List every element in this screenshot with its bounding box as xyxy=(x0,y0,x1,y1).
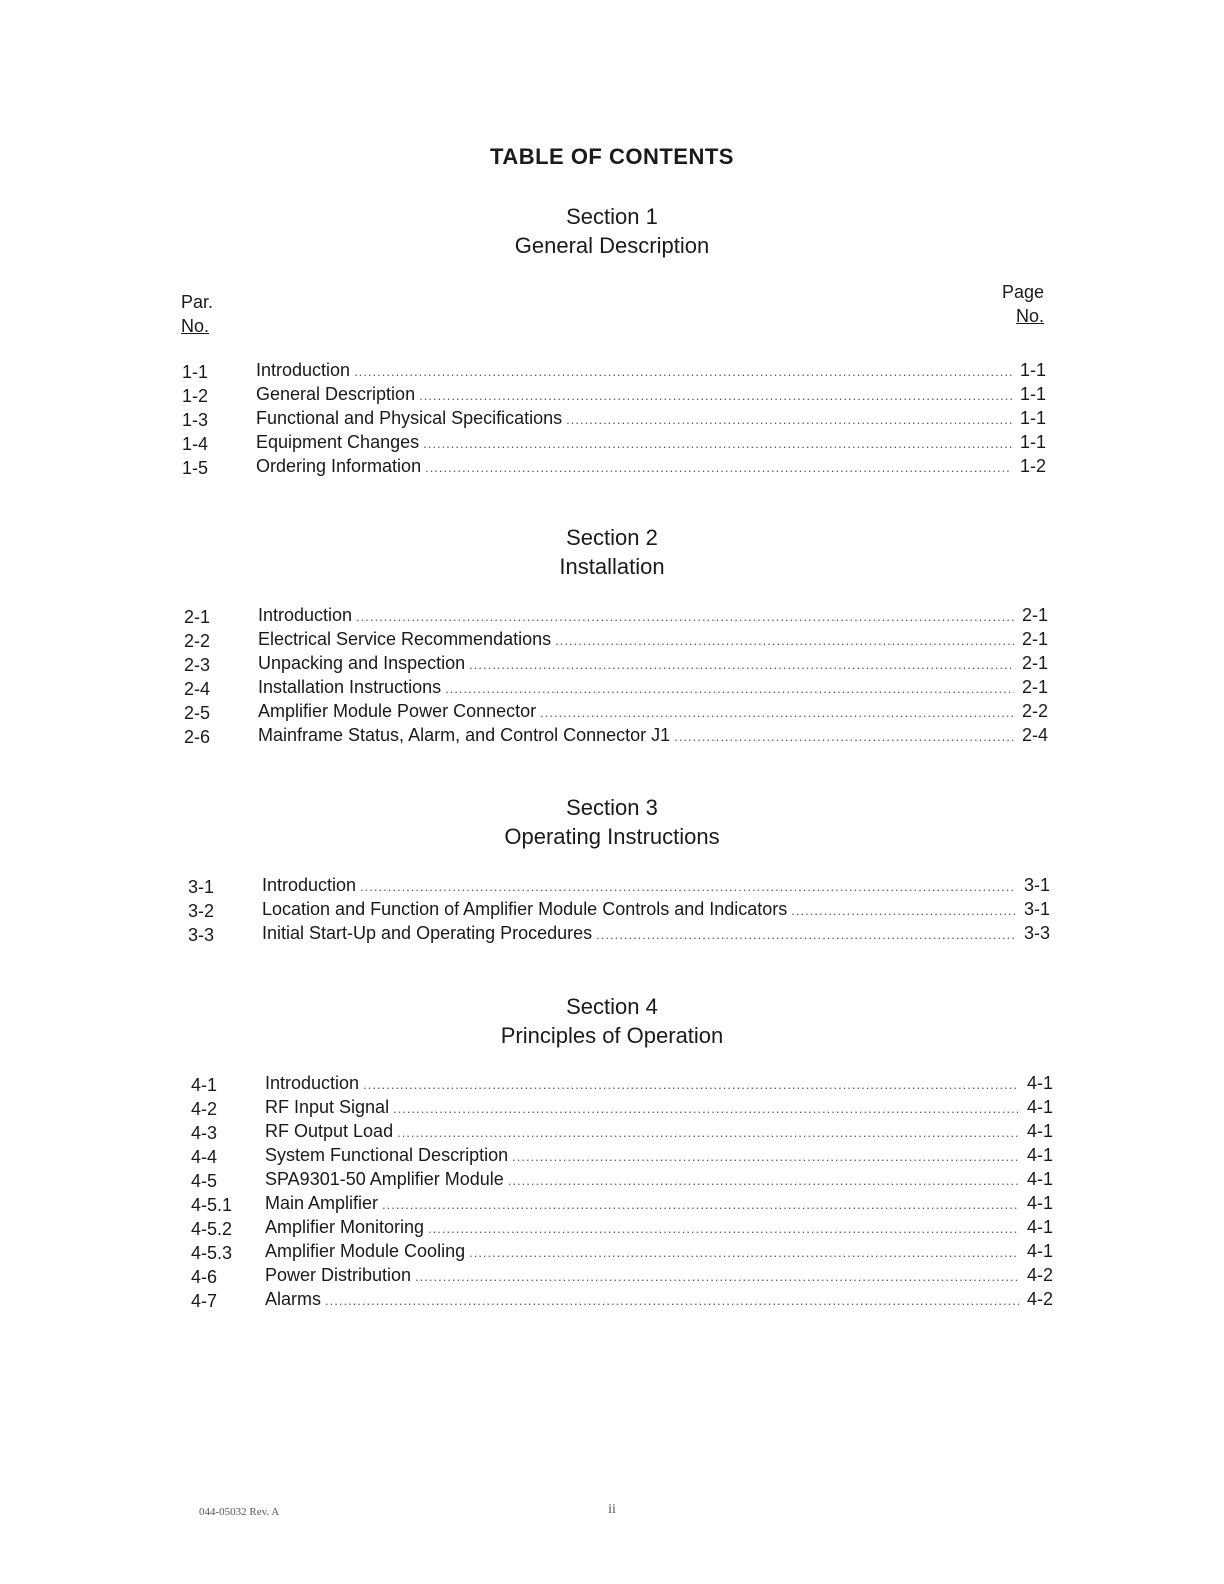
entry-par: 4-4 xyxy=(191,1147,218,1167)
entry-par: 4-5.1 xyxy=(191,1195,233,1215)
leader-dots xyxy=(674,729,1014,744)
leader-dots xyxy=(393,1101,1019,1116)
entry-title: Ordering Information xyxy=(256,456,422,476)
entry-title: Introduction xyxy=(262,875,357,895)
toc-entry[interactable] xyxy=(191,1097,1053,1121)
leader-dots xyxy=(382,1197,1019,1212)
entry-par: 4-3 xyxy=(191,1123,218,1143)
toc-entry[interactable] xyxy=(191,1169,1053,1193)
entry-title: Alarms xyxy=(265,1289,322,1309)
leader-dots xyxy=(469,1245,1019,1260)
section-1-heading xyxy=(0,202,1224,260)
entry-page: 1-1 xyxy=(1019,408,1046,428)
entry-par: 1-5 xyxy=(182,458,209,478)
leader-dots xyxy=(425,460,1012,475)
page-column-header xyxy=(990,280,1044,328)
toc-entry[interactable] xyxy=(191,1217,1053,1241)
toc-entry[interactable] xyxy=(184,629,1048,653)
entry-page: 1-1 xyxy=(1019,432,1046,452)
toc-entry[interactable] xyxy=(184,701,1048,725)
entry-par: 2-4 xyxy=(184,679,211,699)
entry-title: Introduction xyxy=(258,605,353,625)
entry-par: 4-5 xyxy=(191,1171,218,1191)
entry-par: 4-1 xyxy=(191,1075,218,1095)
entry-page: 4-1 xyxy=(1026,1169,1053,1189)
entry-page: 4-1 xyxy=(1026,1121,1053,1141)
toc-entry[interactable] xyxy=(191,1241,1053,1265)
leader-dots xyxy=(540,705,1014,720)
entry-page: 2-2 xyxy=(1021,701,1048,721)
entry-page: 2-1 xyxy=(1021,653,1048,673)
toc-entry[interactable] xyxy=(188,875,1050,899)
entry-par: 3-3 xyxy=(188,925,215,945)
entry-page: 4-2 xyxy=(1026,1265,1053,1285)
leader-dots xyxy=(508,1173,1019,1188)
entry-page: 4-1 xyxy=(1026,1217,1053,1237)
entry-title: General Description xyxy=(256,384,416,404)
entry-par: 1-1 xyxy=(182,362,209,382)
toc-entry[interactable] xyxy=(191,1121,1053,1145)
par-column-header xyxy=(181,290,213,338)
leader-dots xyxy=(445,681,1014,696)
entry-par: 1-3 xyxy=(182,410,209,430)
leader-dots xyxy=(428,1221,1019,1236)
section-2-heading xyxy=(0,523,1224,581)
entry-title: Electrical Service Recommendations xyxy=(258,629,552,649)
page-title: TABLE OF CONTENTS xyxy=(490,144,734,169)
section-4-entries xyxy=(191,1073,1053,1313)
leader-dots xyxy=(325,1293,1019,1308)
entry-par: 1-4 xyxy=(182,434,209,454)
section-number: Section 4 xyxy=(566,994,658,1019)
entry-title: Installation Instructions xyxy=(258,677,442,697)
entry-title: Amplifier Module Cooling xyxy=(265,1241,466,1261)
leader-dots xyxy=(363,1077,1019,1092)
toc-entry[interactable] xyxy=(188,923,1050,947)
leader-dots xyxy=(596,927,1016,942)
entry-title: Mainframe Status, Alarm, and Control Connector J1 xyxy=(258,725,671,745)
entry-par: 2-1 xyxy=(184,607,211,627)
entry-par: 2-5 xyxy=(184,703,211,723)
toc-entry[interactable] xyxy=(182,384,1046,408)
entry-page: 3-1 xyxy=(1023,899,1050,919)
entry-par: 2-2 xyxy=(184,631,211,651)
toc-entry[interactable] xyxy=(184,725,1048,749)
par-no-label: No. xyxy=(181,316,210,336)
entry-title: Amplifier Module Power Connector xyxy=(258,701,537,721)
entry-page: 4-2 xyxy=(1026,1289,1053,1309)
entry-title: Introduction xyxy=(256,360,351,380)
entry-page: 1-1 xyxy=(1019,360,1046,380)
toc-entry[interactable] xyxy=(184,677,1048,701)
page-no-label: No. xyxy=(1015,306,1044,326)
section-subtitle: Principles of Operation xyxy=(500,1023,724,1048)
entry-page: 1-1 xyxy=(1019,384,1046,404)
entry-title: System Functional Description xyxy=(265,1145,509,1165)
leader-dots xyxy=(356,609,1014,624)
section-number: Section 2 xyxy=(566,525,658,550)
entry-title: Location and Function of Amplifier Module Controls and Indicators xyxy=(262,899,788,919)
leader-dots xyxy=(469,657,1014,672)
leader-dots xyxy=(512,1149,1019,1164)
entry-page: 4-1 xyxy=(1026,1145,1053,1165)
section-3-heading xyxy=(0,793,1224,851)
section-number: Section 3 xyxy=(566,795,658,820)
section-subtitle: Installation xyxy=(559,554,665,579)
leader-dots xyxy=(419,388,1012,403)
section-subtitle: General Description xyxy=(514,233,710,258)
toc-entry[interactable] xyxy=(191,1265,1053,1289)
entry-title: SPA9301-50 Amplifier Module xyxy=(265,1169,504,1189)
page-number: ii xyxy=(608,1502,616,1517)
toc-entry[interactable] xyxy=(182,408,1046,432)
entry-par: 4-2 xyxy=(191,1099,218,1119)
entry-title: Main Amplifier xyxy=(265,1193,379,1213)
toc-entry[interactable] xyxy=(182,360,1046,384)
entry-page: 3-1 xyxy=(1023,875,1050,895)
entry-par: 4-5.2 xyxy=(191,1219,233,1239)
section-subtitle: Operating Instructions xyxy=(504,824,720,849)
par-label: Par. xyxy=(181,292,214,312)
entry-title: Initial Start-Up and Operating Procedures xyxy=(262,923,593,943)
toc-entry[interactable] xyxy=(184,605,1048,629)
entry-page: 4-1 xyxy=(1026,1073,1053,1093)
leader-dots xyxy=(360,879,1016,894)
entry-page: 2-1 xyxy=(1021,677,1048,697)
entry-par: 2-3 xyxy=(184,655,211,675)
entry-par: 2-6 xyxy=(184,727,211,747)
entry-par: 3-1 xyxy=(188,877,215,897)
toc-entry[interactable] xyxy=(191,1145,1053,1169)
entry-page: 4-1 xyxy=(1026,1193,1053,1213)
entry-title: Power Distribution xyxy=(265,1265,412,1285)
section-3-entries xyxy=(188,875,1050,947)
section-number: Section 1 xyxy=(566,204,658,229)
leader-dots xyxy=(423,436,1012,451)
entry-page: 4-1 xyxy=(1026,1241,1053,1261)
entry-par: 3-2 xyxy=(188,901,215,921)
leader-dots xyxy=(415,1269,1019,1284)
toc-entry[interactable] xyxy=(191,1289,1053,1313)
entry-page: 2-4 xyxy=(1021,725,1048,745)
page-label: Page xyxy=(1001,282,1044,302)
entry-title: Unpacking and Inspection xyxy=(258,653,466,673)
leader-dots xyxy=(566,412,1012,427)
toc-entry[interactable] xyxy=(191,1193,1053,1217)
entry-page: 4-1 xyxy=(1026,1097,1053,1117)
entry-title: Amplifier Monitoring xyxy=(265,1217,425,1237)
entry-page: 2-1 xyxy=(1021,605,1048,625)
leader-dots xyxy=(397,1125,1019,1140)
entry-par: 1-2 xyxy=(182,386,209,406)
entry-page: 3-3 xyxy=(1023,923,1050,943)
entry-par: 4-6 xyxy=(191,1267,218,1287)
entry-title: Introduction xyxy=(265,1073,360,1093)
toc-entry[interactable] xyxy=(182,456,1046,480)
entry-par: 4-5.3 xyxy=(191,1243,233,1263)
toc-entry[interactable] xyxy=(191,1073,1053,1097)
entry-par: 4-7 xyxy=(191,1291,218,1311)
entry-title: RF Input Signal xyxy=(265,1097,390,1117)
entry-title: Functional and Physical Specifications xyxy=(256,408,563,428)
toc-entry[interactable] xyxy=(184,653,1048,677)
section-1-entries xyxy=(182,360,1046,480)
leader-dots xyxy=(791,903,1016,918)
toc-entry[interactable] xyxy=(182,432,1046,456)
section-2-entries xyxy=(184,605,1048,749)
section-4-heading xyxy=(0,992,1224,1050)
entry-title: Equipment Changes xyxy=(256,432,420,452)
document-number: 044-05032 Rev. A xyxy=(199,1506,280,1518)
entry-page: 2-1 xyxy=(1021,629,1048,649)
leader-dots xyxy=(555,633,1014,648)
entry-page: 1-2 xyxy=(1019,456,1046,476)
toc-entry[interactable] xyxy=(188,899,1050,923)
leader-dots xyxy=(354,364,1012,379)
entry-title: RF Output Load xyxy=(265,1121,394,1141)
